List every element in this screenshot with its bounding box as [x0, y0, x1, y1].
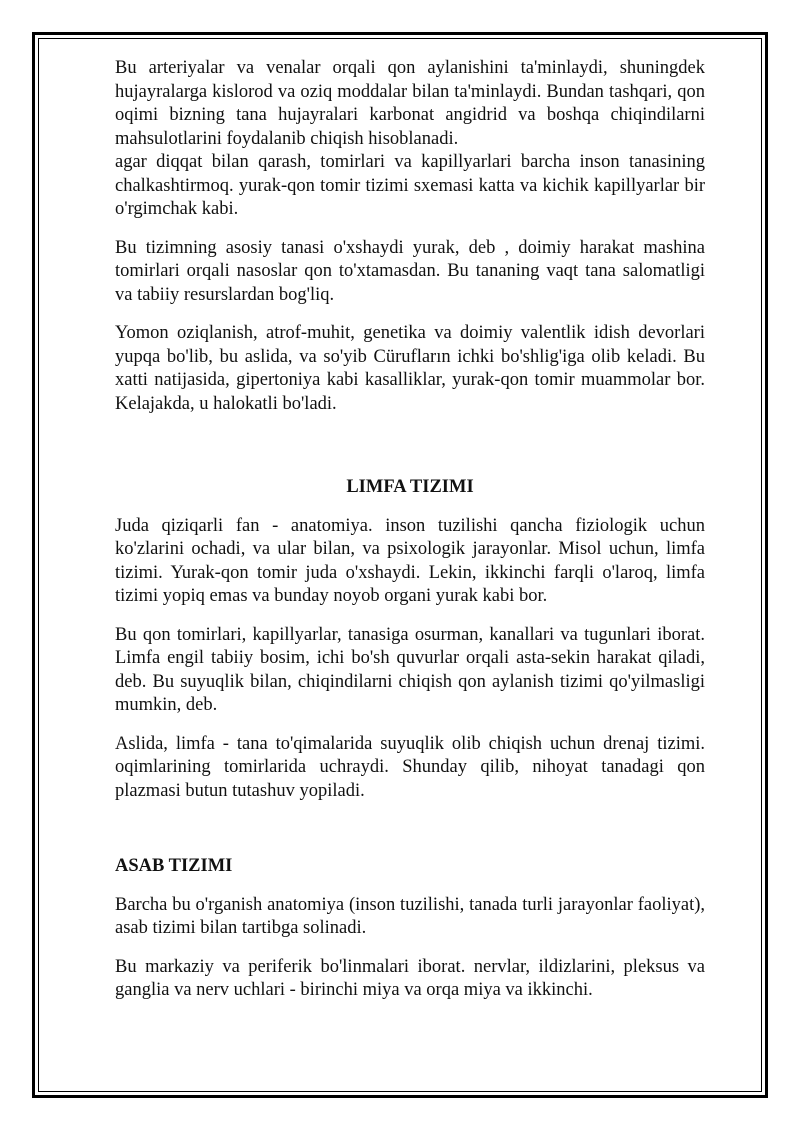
heading-lymph-system: LIMFA TIZIMI [346, 477, 474, 497]
document-body [115, 57, 705, 1003]
paragraph-lymph-3: Aslida, limfa - tana to'qimalarida suyuqlik olib chiqish uchun drenaj tizimi. oqimlarining tomirlarida uchraydi. Shunday qilib, nihoyat tanadagi qon plazmasi butun tutashuv yopiladi. [115, 733, 705, 801]
paragraph-circulation-1: Bu arteriyalar va venalar orqali qon aylanishini ta'minlaydi, shuningdek hujayralarga kislorod va oziq moddalar bilan ta'minlaydi. Bundan tashqari, qon oqimi bizning tana hujayralari karbonat angidrid va boshqa chiqindilarni mahsulotlarini foydalanib chiqish hisoblanadi. [115, 58, 705, 149]
paragraph-lymph-2: Bu qon tomirlari, kapillyarlar, tanasiga osurman, kanallari va tugunlari iborat. Limfa engil tabiiy bosim, ichi bo'sh quvurlar orqali asta-sekin harakat qiladi, deb. Bu suyuqlik bilan, chiqindilarni chiqish qon aylanish tizimi qo'yilmasligi mumkin, deb. [115, 624, 705, 715]
paragraph-lymph-1: Juda qiziqarli fan - anatomiya. inson tuzilishi qancha fiziologik uchun ko'zlarini ochadi, va ular bilan, va psixologik jarayonlar. Misol uchun, limfa tizimi. Yurak-qon tomir juda o'xshaydi. Lekin, ikkinchi farqli o'laroq, limfa tizimi yopiq emas va bunday noyob organi yurak kabi bor. [115, 515, 705, 606]
paragraph-circulation-3: Bu tizimning asosiy tanasi o'xshaydi yurak, deb , doimiy harakat mashina tomirlari orqali nasoslar qon to'xtamasdan. Bu tananing vaqt tana salomatligi va tabiiy resurslardan bog'liq. [115, 237, 705, 305]
paragraph-nervous-1: Barcha bu o'rganish anatomiya (inson tuzilishi, tanada turli jarayonlar faoliyat), asab tizimi bilan tartibga solinadi. [115, 894, 705, 938]
paragraph-nervous-2: Bu markaziy va periferik bo'linmalari iborat. nervlar, ildizlarini, pleksus va ganglia va nerv uchlari - birinchi miya va orqa miya va ikkinchi. [115, 956, 705, 1000]
heading-nervous-system: ASAB TIZIMI [115, 856, 233, 876]
paragraph-circulation-4: Yomon oziqlanish, atrof-muhit, genetika va doimiy valentlik idish devorlari yupqa bo'lib, bu aslida, va so'yib Cürufların ichki bo'shlig'iga olib keladi. Bu xatti natijasida, gipertoniya kabi kasalliklar, yurak-qon tomir muammolar bor. Kelajakda, u halokatli bo'ladi. [115, 323, 705, 414]
paragraph-circulation-2: agar diqqat bilan qarash, tomirlari va kapillyarlari barcha inson tanasining chalkashtirmoq. yurak-qon tomir tizimi sxemasi katta va kichik kapillyarlar bir o'rgimchak kabi. [115, 152, 705, 219]
